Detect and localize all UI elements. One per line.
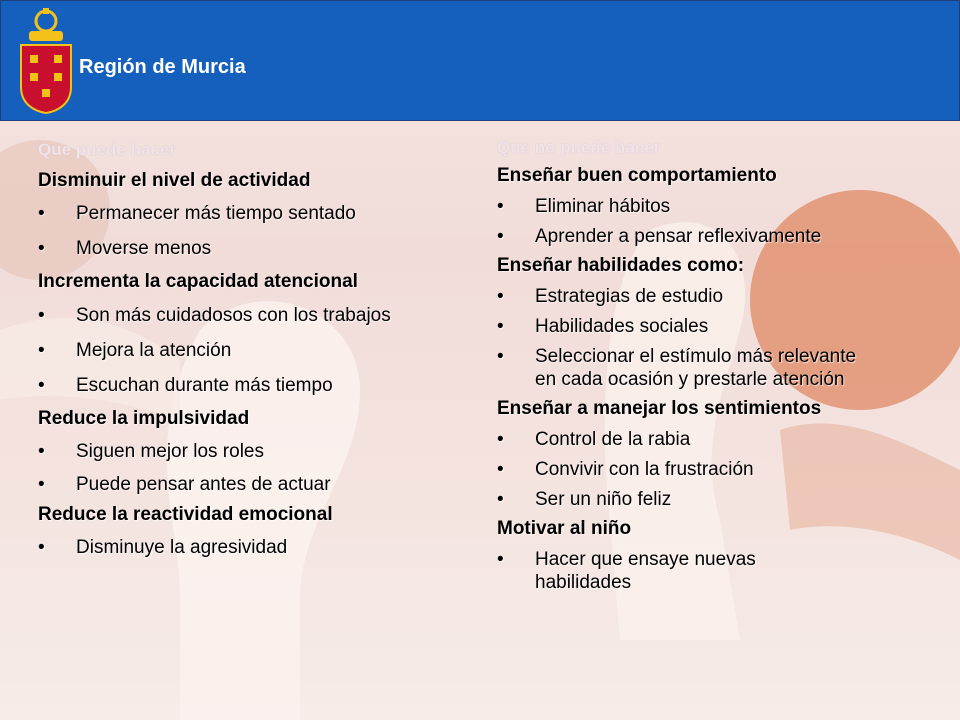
bullet-icon: • [497,549,504,570]
bullet-icon: • [38,474,45,495]
bullet-list [497,428,927,511]
section-title: Enseñar habilidades como: [497,255,745,276]
list-item: • Disminuye la agresividad [38,537,288,558]
bullet-icon: • [497,196,504,217]
section-title: Disminuir el nivel de actividad [38,170,311,191]
bullet-icon: • [497,286,504,307]
list-item: • Eliminar hábitos [497,196,671,217]
list-item: • Estrategias de estudio [497,286,724,307]
bullet-list [38,440,458,496]
bullet-icon: • [38,340,45,361]
bullet-icon: • [497,429,504,450]
bullet-list [497,548,927,594]
list-item: • Puede pensar antes de actuar [38,474,331,495]
list-item: • Mejora la atención [38,340,232,361]
right-column-heading: Que no puede hacer [497,138,661,157]
list-item: • Permanecer más tiempo sentado [38,203,356,224]
list-item: • Seleccionar el estímulo más relevante en cada ocasión y prestarle atención [497,346,857,390]
list-item: • Escuchan durante más tiempo [38,375,333,396]
bullet-icon: • [38,441,45,462]
section-title: Reduce la reactividad emocional [38,504,333,525]
right-column [497,138,927,594]
bullet-list [38,536,458,559]
bullet-icon: • [497,459,504,480]
list-item: • Control de la rabia [497,429,691,450]
list-item: • Aprender a pensar reflexivamente [497,226,822,247]
list-item: • Habilidades sociales [497,316,709,337]
bullet-icon: • [497,316,504,337]
bullet-list [38,202,458,260]
bullet-list [38,304,458,397]
bullet-list [497,285,927,391]
section-title: Reduce la impulsividad [38,408,250,429]
list-item: • Son más cuidadosos con los trabajos [38,305,391,326]
bullet-icon: • [497,346,504,367]
section-title: Motivar al niño [497,518,632,539]
bullet-icon: • [38,305,45,326]
left-column [38,140,458,559]
bullet-icon: • [38,375,45,396]
bullet-icon: • [38,203,45,224]
bullet-icon: • [497,489,504,510]
section-title: Enseñar buen comportamiento [497,165,777,186]
list-item: • Moverse menos [38,238,212,259]
section-title: Enseñar a manejar los sentimientos [497,398,822,419]
bullet-icon: • [38,537,45,558]
header-title: Región de Murcia [79,56,246,78]
bullet-list [497,195,927,248]
coat-of-arms-icon [17,7,75,115]
list-item: • Ser un niño feliz [497,489,672,510]
left-column-heading: Que puede hacer [38,140,176,159]
section-title: Incrementa la capacidad atencional [38,271,358,292]
header-banner [0,0,960,121]
list-item: • Convivir con la frustración [497,459,754,480]
list-item: • Hacer que ensaye nuevas habilidades [497,549,756,593]
bullet-icon: • [497,226,504,247]
list-item: • Siguen mejor los roles [38,441,264,462]
bullet-icon: • [38,238,45,259]
